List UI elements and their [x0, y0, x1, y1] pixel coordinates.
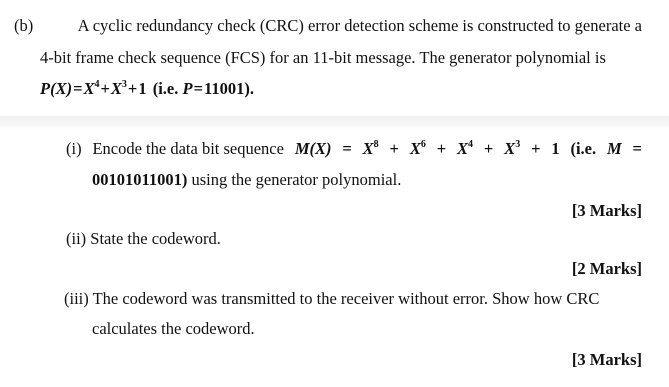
- part-b-text-line-1: A cyclic redundancy check (CRC) error detection scheme is constructed to generate a: [77, 16, 642, 35]
- part-i-text: Encode the data bit sequence: [92, 139, 284, 158]
- message-poly-lhs: M(X): [294, 139, 332, 158]
- generator-polynomial: $P(X)=X^4+X^3+1$ (i.e. P=11001).: [40, 79, 254, 98]
- part-iii-text-1: The codeword was transmitted to the receiver without error. Show how CRC: [92, 289, 600, 308]
- part-ii-line: [66, 229, 221, 249]
- part-ii-marks: [2 Marks]: [571, 259, 642, 278]
- part-i-line-2: 00101011001) using the generator polynomial.: [92, 170, 402, 189]
- part-b-label: (b): [14, 16, 34, 35]
- message-bits: 00101011001): [92, 170, 188, 189]
- part-iii-marks: [3 Marks]: [571, 350, 642, 369]
- poly-lhs: P(X): [40, 79, 73, 98]
- part-iii-label: (iii): [64, 289, 89, 308]
- generator-bits: 11001).: [203, 79, 254, 98]
- part-b-line-1: [14, 16, 642, 36]
- section-separator: [0, 116, 669, 130]
- part-iii-text-2: calculates the codeword.: [92, 319, 255, 338]
- part-b-text-line-2: 4-bit frame check sequence (FCS) for an 11-bit message. The generator polynomial is: [40, 48, 606, 67]
- part-ii-text: State the codeword.: [90, 229, 221, 248]
- part-iii-line-2: [92, 319, 255, 339]
- part-i-label: (i): [66, 139, 82, 158]
- part-b-line-2: [40, 48, 606, 68]
- part-ii-label: (ii): [66, 229, 87, 248]
- part-i-marks: [3 Marks]: [571, 201, 642, 220]
- part-iii-line-1: [64, 289, 599, 309]
- part-i-line-1: (i) Encode the data bit sequence M(X) = $X^8$ + $X^6$ + $X^4$ + $X^3$ + 1 (i.e. M =: [66, 139, 642, 158]
